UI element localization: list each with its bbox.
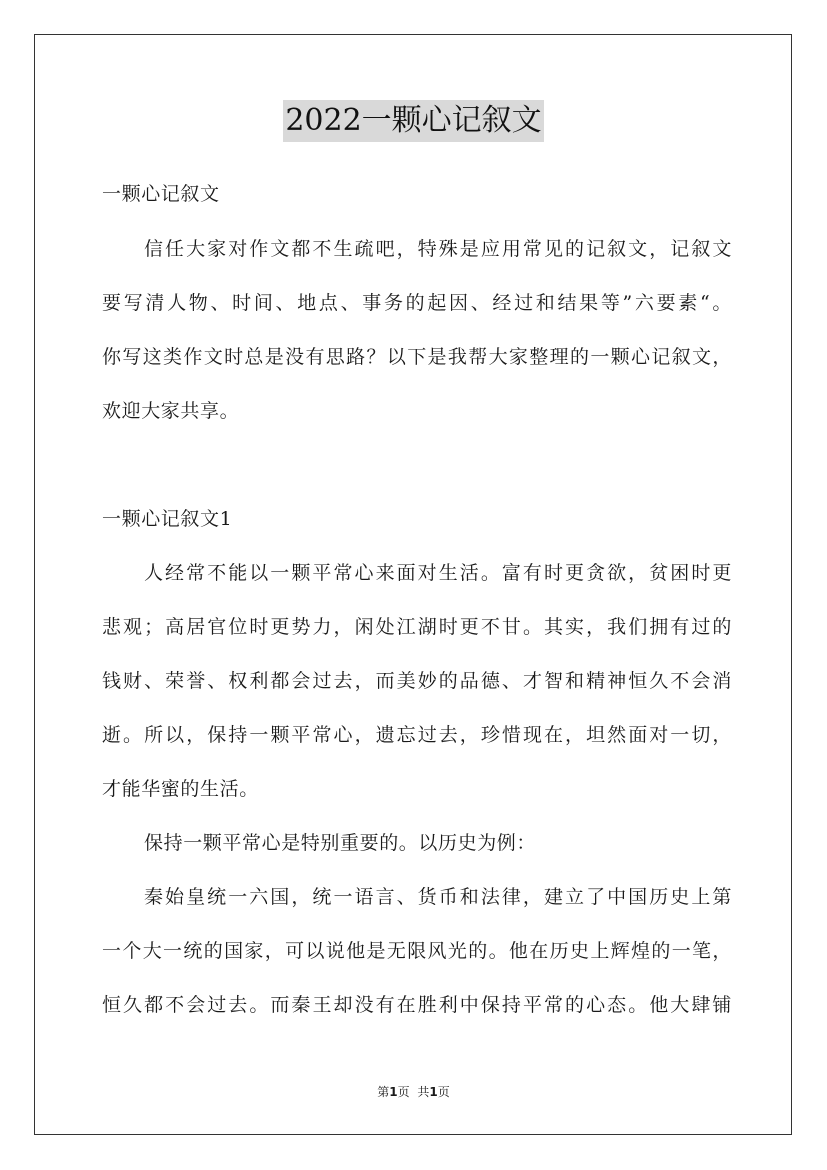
- essay-p1-line-1: 人经常不能以一颗平常心来面对生活。富有时更贪欲，贫困时更: [144, 562, 732, 584]
- footer-page-number: 1: [389, 1085, 398, 1099]
- essay-p1-line-3: 钱财、荣誉、权利都会过去，而美妙的品德、才智和精神恒久不会消: [102, 670, 732, 692]
- intro-line-2: 要写清人物、时间、地点、事务的起因、经过和结果等”六要素“。: [102, 292, 732, 314]
- title-container: [0, 100, 827, 142]
- footer-total-prefix: 共: [417, 1085, 430, 1099]
- page-footer: [0, 1084, 827, 1100]
- footer-total-number: 1: [429, 1085, 438, 1099]
- essay-p1-line-2: 悲观；高居官位时更势力，闲处江湖时更不甘。其实，我们拥有过的: [102, 616, 732, 638]
- essay-p1-line-5: 才能华蜜的生活。: [102, 778, 259, 800]
- footer-prefix: 第: [377, 1085, 390, 1099]
- essay-p2: 保持一颗平常心是特别重要的。以历史为例：: [144, 832, 537, 854]
- intro-line-4: 欢迎大家共享。: [102, 400, 240, 422]
- subheading-essay: 一颗心记叙文1: [102, 508, 233, 530]
- essay-p3-line-2: 一个大一统的国家，可以说他是无限风光的。他在历史上辉煌的一笔，: [102, 940, 732, 962]
- footer-page-unit: 页: [397, 1085, 410, 1099]
- intro-line-1: 信任大家对作文都不生疏吧，特殊是应用常见的记叙文，记叙文: [144, 238, 732, 260]
- intro-line-3: 你写这类作文时总是没有思路？以下是我帮大家整理的一颗心记叙文，: [102, 346, 732, 368]
- essay-p1-line-4: 逝。所以，保持一颗平常心，遗忘过去，珍惜现在，坦然面对一切，: [102, 724, 732, 746]
- footer-total-unit: 页: [437, 1085, 450, 1099]
- document-title: 2022一颗心记叙文: [283, 100, 543, 142]
- subheading-intro: 一颗心记叙文: [102, 183, 220, 205]
- essay-p3-line-1: 秦始皇统一六国，统一语言、货币和法律，建立了中国历史上第: [144, 886, 732, 908]
- essay-p3-line-3: 恒久都不会过去。而秦王却没有在胜利中保持平常的心态。他大肆铺: [102, 994, 732, 1016]
